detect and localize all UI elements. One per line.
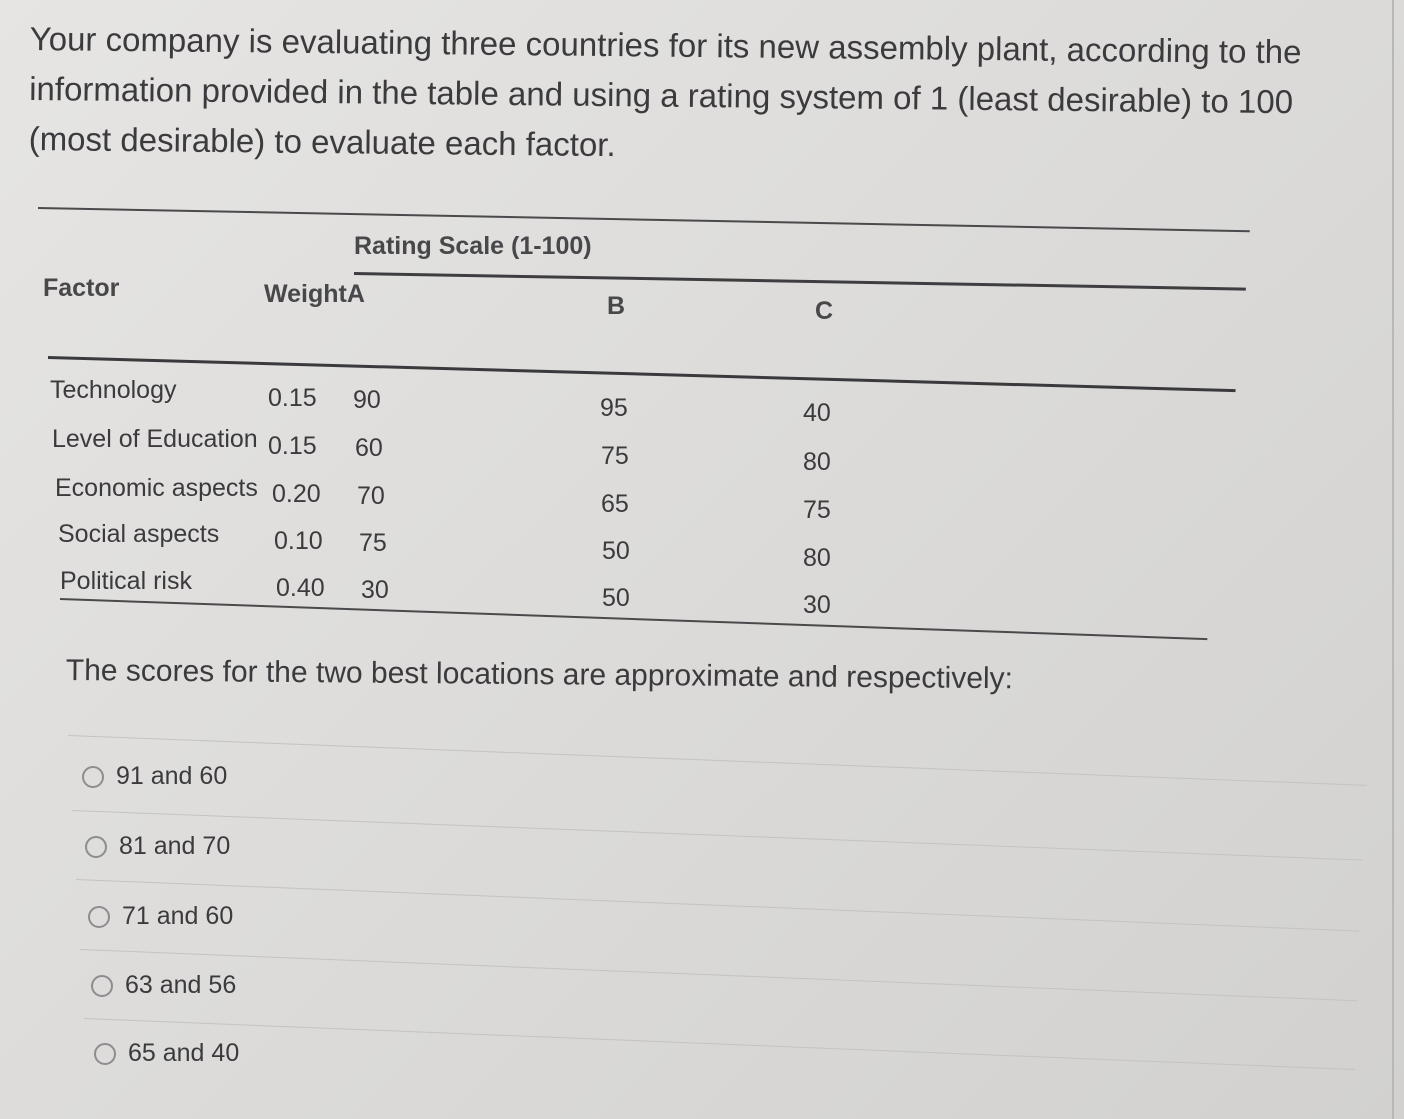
country-a-cell: 75 <box>359 529 387 557</box>
answer-option-2[interactable] <box>85 832 230 861</box>
country-b-cell: 65 <box>601 490 629 518</box>
answer-option-3[interactable] <box>88 902 233 931</box>
answer-option-5[interactable] <box>94 1039 239 1068</box>
factor-cell: Technology <box>50 376 177 404</box>
country-a-label: A <box>346 280 365 308</box>
factor-cell: Economic aspects <box>55 474 258 502</box>
radio-button-icon[interactable] <box>91 975 113 997</box>
country-b-header: B <box>607 292 626 320</box>
country-a-cell: 70 <box>357 482 385 510</box>
table-top-rule <box>38 207 1250 232</box>
table-bottom-rule <box>60 598 1207 640</box>
country-a-cell: 90 <box>353 386 381 414</box>
option-label: 81 and 70 <box>119 832 231 860</box>
country-b-cell: 50 <box>602 537 630 565</box>
rating-scale-header: Rating Scale (1-100) <box>354 232 592 260</box>
header-bottom-rule <box>48 356 1236 392</box>
country-c-cell: 80 <box>803 448 831 476</box>
rating-scale-rule <box>354 272 1246 291</box>
option-label: 71 and 60 <box>122 902 234 930</box>
factor-cell: Level of Education <box>52 425 258 453</box>
factor-cell: Political risk <box>60 567 192 595</box>
option-label: 65 and 40 <box>128 1039 240 1067</box>
weight-cell: 0.15 <box>268 384 317 412</box>
country-c-cell: 30 <box>803 591 831 619</box>
radio-button-icon[interactable] <box>88 906 110 928</box>
weight-cell: 0.40 <box>276 574 325 602</box>
weight-cell: 0.15 <box>268 432 317 460</box>
answer-option-4[interactable] <box>91 971 236 1000</box>
country-c-cell: 40 <box>803 399 831 427</box>
option-label: 91 and 60 <box>116 762 228 790</box>
weight-column-header <box>264 280 365 309</box>
option-label: 63 and 56 <box>125 971 237 999</box>
option-separator <box>84 1018 1355 1070</box>
weight-label: Weight <box>264 280 347 308</box>
question-prompt: The scores for the two best locations are approximate and respectively: <box>65 654 1014 696</box>
weight-cell: 0.10 <box>274 527 323 555</box>
radio-button-icon[interactable] <box>85 836 107 858</box>
option-separator <box>80 949 1357 1001</box>
country-c-header: C <box>815 297 834 325</box>
option-separator <box>72 810 1363 861</box>
country-c-cell: 80 <box>803 544 831 572</box>
country-a-cell: 30 <box>361 576 389 604</box>
factor-cell: Social aspects <box>58 520 220 548</box>
radio-button-icon[interactable] <box>94 1043 116 1065</box>
answer-option-1[interactable] <box>82 762 227 791</box>
radio-button-icon[interactable] <box>82 766 104 788</box>
option-separator <box>76 879 1359 932</box>
country-b-cell: 75 <box>601 442 629 470</box>
weight-cell: 0.20 <box>272 480 321 508</box>
country-b-cell: 50 <box>602 584 630 612</box>
factor-column-header: Factor <box>43 274 120 302</box>
country-c-cell: 75 <box>803 496 831 524</box>
question-text: Your company is evaluating three countries for its new assembly plant, according to the information provided in the table and using a rating system of 1 (least desirable) to 100 (most desirable) to evaluate each factor. <box>28 19 1302 164</box>
country-a-cell: 60 <box>355 434 383 462</box>
country-b-cell: 95 <box>600 394 628 422</box>
option-separator <box>68 735 1367 786</box>
